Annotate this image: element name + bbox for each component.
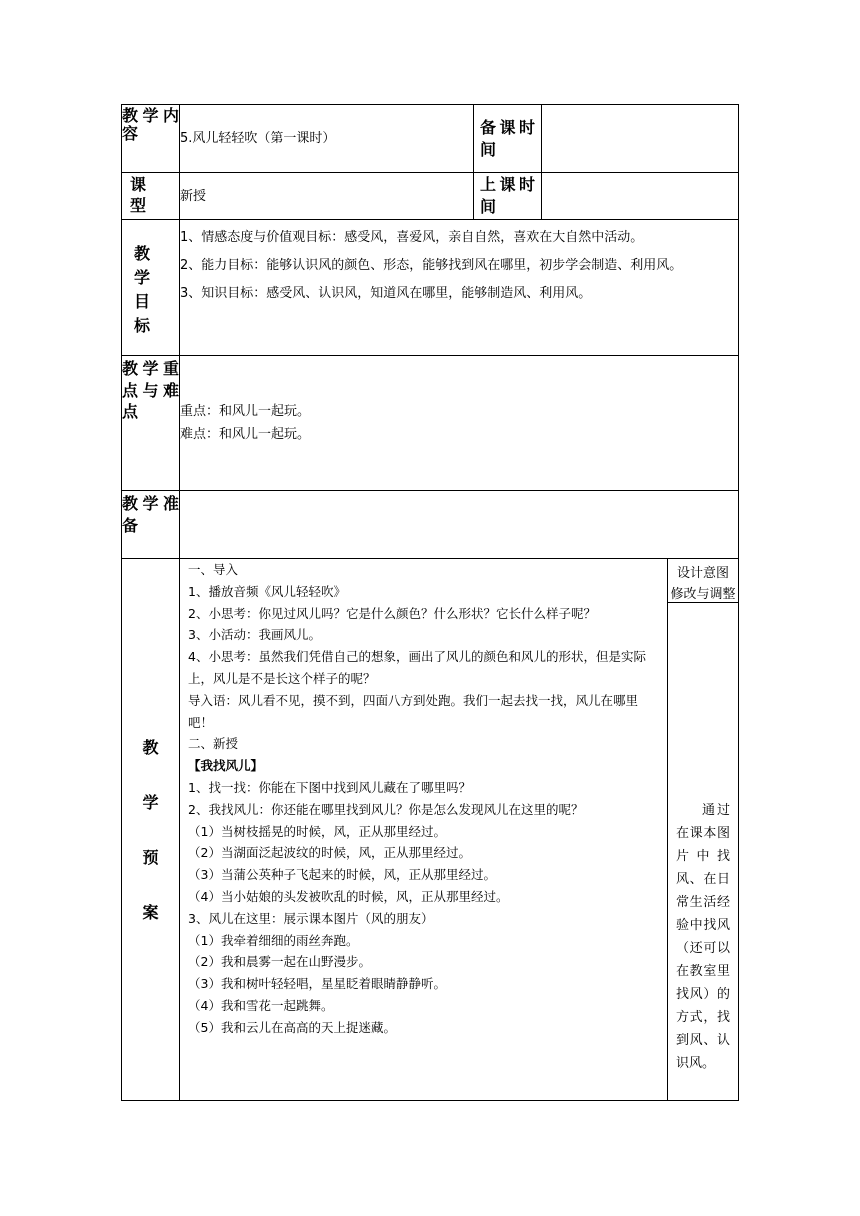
type-label: 课型 xyxy=(122,173,180,220)
plan-line: （1）我牵着细细的雨丝奔跑。 xyxy=(188,932,359,948)
plan-line: （3）当蒲公英种子飞起来的时候，风，正从那里经过。 xyxy=(188,867,496,883)
plan-label-char: 预 xyxy=(142,847,159,867)
plan-line: 2、小思考：你见过风儿吗？它是什么颜色？什么形状？它长什么样子呢？ xyxy=(188,605,596,621)
plan-line: （2）当湖面泛起波纹的时候，风，正从那里经过。 xyxy=(188,845,471,861)
side-headers xyxy=(668,559,738,603)
plan-line: （1）当树枝摇晃的时候，风，正从那里经过。 xyxy=(188,823,446,839)
content-label: 教学内容 xyxy=(122,105,180,173)
plan-side xyxy=(668,559,739,1101)
goals-label: 教学目标 xyxy=(122,220,180,356)
class-time-label: 上课时间 xyxy=(474,173,542,220)
preparation-value xyxy=(180,491,739,559)
plan-line: 1、播放音频《风儿轻轻吹》 xyxy=(188,583,346,599)
plan-label-char: 教 xyxy=(142,737,159,757)
keypoints-label: 教学重点与难点 xyxy=(122,356,180,491)
prep-time-label: 备课时间 xyxy=(474,105,542,173)
goal-item: 3、知识目标：感受风、认识风，知道风在哪里，能够制造风、利用风。 xyxy=(180,286,592,301)
goal-item: 2、能力目标：能够认识风的颜色、形态，能够找到风在哪里，初步学会制造、利用风。 xyxy=(180,258,683,273)
prep-time-value xyxy=(542,105,739,173)
keypoints-content xyxy=(180,356,739,491)
plan-line: 1、找一找：你能在下图中找到风儿藏在了哪里吗？ xyxy=(188,779,471,795)
plan-label-char: 案 xyxy=(142,902,159,922)
plan-line: 二、新授 xyxy=(188,736,239,752)
plan-line: 一、导入 xyxy=(188,562,239,577)
goals-content xyxy=(180,220,739,356)
plan-line: 2、我找风儿：你还能在哪里找到风儿？你是怎么发现风儿在这里的呢？ xyxy=(188,801,584,817)
plan-line: 【我找风儿】 xyxy=(188,758,264,774)
plan-line: （4）当小姑娘的头发被吹乱的时候，风，正从那里经过。 xyxy=(188,888,509,904)
plan-line: （5）我和云儿在高高的天上捉迷藏。 xyxy=(188,1019,396,1035)
key-difficulty: 难点：和风儿一起玩。 xyxy=(180,427,311,442)
goal-item: 1、情感态度与价值观目标：感受风，喜爱风，亲自自然，喜欢在大自然中活动。 xyxy=(180,230,644,245)
preparation-label: 教学准备 xyxy=(122,491,180,559)
class-time-value xyxy=(542,173,739,220)
type-value: 新授 xyxy=(180,173,474,220)
plan-line: 3、小活动：我画风儿。 xyxy=(188,627,321,643)
key-focus: 重点：和风儿一起玩。 xyxy=(180,404,311,419)
design-intent-header: 设计意图 xyxy=(676,566,729,581)
row-preparation xyxy=(122,491,739,559)
plan-line: 4、小思考：虽然我们凭借自己的想象，画出了风儿的颜色和风儿的形状，但是实际上，风儿是不是长这个样子的呢？ xyxy=(188,649,646,686)
plan-line: 3、风儿在这里：展示课本图片（风的朋友） xyxy=(188,910,434,926)
row-type xyxy=(122,173,739,220)
content-value: 5.风儿轻轻吹（第一课时） xyxy=(180,105,474,173)
plan-line: （3）我和树叶轻轻唱，星星眨着眼睛静静听。 xyxy=(188,976,446,992)
lesson-plan-table xyxy=(121,104,739,1101)
row-keypoints xyxy=(122,356,739,491)
plan-content xyxy=(180,559,668,1101)
row-goals xyxy=(122,220,739,356)
side-note: 通过在课本图片中找风、在日常生活经验中找风（还可以在教室里找风）的方式，找到风、认识风。 xyxy=(676,803,730,1071)
plan-line: （4）我和雪花一起跳舞。 xyxy=(188,997,334,1013)
revision-header: 修改与调整 xyxy=(670,587,736,602)
row-content xyxy=(122,105,739,173)
plan-line: （2）我和晨雾一起在山野漫步。 xyxy=(188,954,371,970)
plan-label xyxy=(122,559,180,1101)
row-plan xyxy=(122,559,739,1101)
plan-line: 导入语：风儿看不见，摸不到，四面八方到处跑。我们一起去找一找，风儿在哪里吧！ xyxy=(188,692,639,730)
plan-label-char: 学 xyxy=(142,792,159,812)
